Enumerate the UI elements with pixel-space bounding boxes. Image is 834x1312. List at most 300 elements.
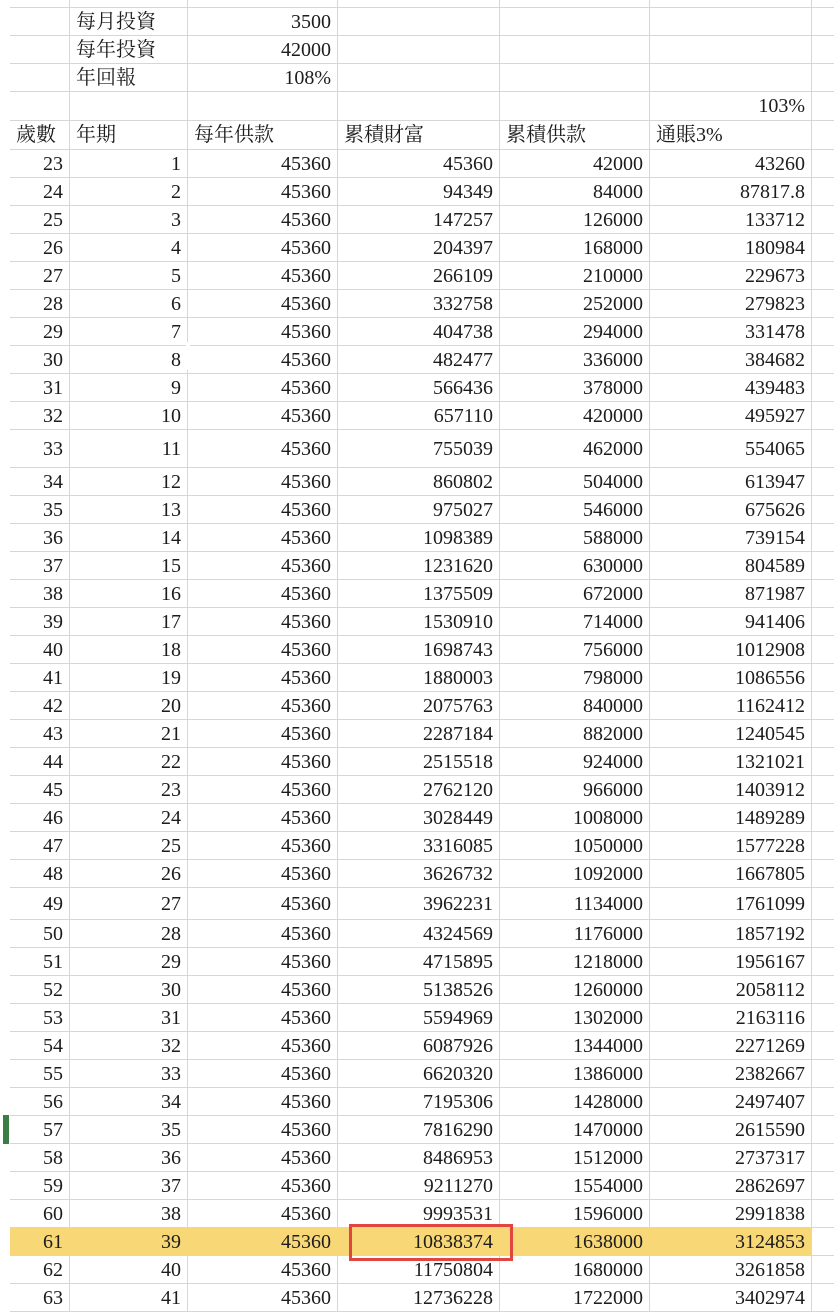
empty-cell[interactable]: [812, 832, 834, 860]
age-cell[interactable]: 52: [10, 976, 70, 1004]
header-year[interactable]: 年期: [70, 121, 188, 150]
accumulated-wealth-cell[interactable]: 2515518: [338, 748, 500, 776]
inflation-adjusted-cell[interactable]: 495927: [650, 402, 812, 430]
year-cell[interactable]: 25: [70, 832, 188, 860]
age-cell[interactable]: 31: [10, 374, 70, 402]
year-cell[interactable]: 17: [70, 608, 188, 636]
accumulated-wealth-cell[interactable]: 2287184: [338, 720, 500, 748]
empty-cell[interactable]: [70, 0, 188, 8]
inflation-adjusted-cell[interactable]: 2058112: [650, 976, 812, 1004]
age-cell[interactable]: 50: [10, 920, 70, 948]
annual-contribution-cell[interactable]: 45360: [188, 1088, 338, 1116]
accumulated-contribution-cell[interactable]: 504000: [500, 468, 650, 496]
empty-cell[interactable]: [812, 1284, 834, 1312]
inflation-adjusted-cell[interactable]: 1321021: [650, 748, 812, 776]
year-cell[interactable]: 38: [70, 1200, 188, 1228]
annual-return-label[interactable]: 年回報: [70, 64, 188, 92]
empty-cell[interactable]: [812, 206, 834, 234]
annual-contribution-cell[interactable]: 45360: [188, 430, 338, 468]
empty-cell[interactable]: [650, 64, 812, 92]
empty-cell[interactable]: [812, 1116, 834, 1144]
accumulated-wealth-cell[interactable]: 2075763: [338, 692, 500, 720]
accumulated-contribution-cell[interactable]: 924000: [500, 748, 650, 776]
empty-cell[interactable]: [812, 1256, 834, 1284]
accumulated-contribution-cell[interactable]: 252000: [500, 290, 650, 318]
accumulated-contribution-cell[interactable]: 1260000: [500, 976, 650, 1004]
accumulated-contribution-cell[interactable]: 672000: [500, 580, 650, 608]
age-cell[interactable]: 61: [10, 1228, 70, 1256]
age-cell[interactable]: 33: [10, 430, 70, 468]
annual-contribution-cell[interactable]: 45360: [188, 1256, 338, 1284]
annual-contribution-cell[interactable]: 45360: [188, 948, 338, 976]
accumulated-wealth-cell[interactable]: 204397: [338, 234, 500, 262]
age-cell[interactable]: 26: [10, 234, 70, 262]
year-cell[interactable]: 27: [70, 888, 188, 920]
accumulated-contribution-cell[interactable]: 1008000: [500, 804, 650, 832]
inflation-adjusted-cell[interactable]: 2737317: [650, 1144, 812, 1172]
empty-cell[interactable]: [812, 608, 834, 636]
empty-cell[interactable]: [650, 36, 812, 64]
empty-cell[interactable]: [70, 92, 188, 121]
annual-contribution-cell[interactable]: 45360: [188, 804, 338, 832]
accumulated-contribution-cell[interactable]: 126000: [500, 206, 650, 234]
inflation-adjusted-cell[interactable]: 1667805: [650, 860, 812, 888]
age-cell[interactable]: 60: [10, 1200, 70, 1228]
empty-cell[interactable]: [500, 36, 650, 64]
age-cell[interactable]: 32: [10, 402, 70, 430]
empty-cell[interactable]: [812, 1088, 834, 1116]
annual-contribution-cell[interactable]: 45360: [188, 206, 338, 234]
header-accumulated-contribution[interactable]: 累積供款: [500, 121, 650, 150]
accumulated-wealth-cell[interactable]: 332758: [338, 290, 500, 318]
age-cell[interactable]: 28: [10, 290, 70, 318]
empty-cell[interactable]: [812, 748, 834, 776]
age-cell[interactable]: 51: [10, 948, 70, 976]
empty-cell[interactable]: [812, 776, 834, 804]
accumulated-contribution-cell[interactable]: 1554000: [500, 1172, 650, 1200]
inflation-adjusted-cell[interactable]: 1162412: [650, 692, 812, 720]
inflation-adjusted-cell[interactable]: 279823: [650, 290, 812, 318]
inflation-adjusted-cell[interactable]: 2615590: [650, 1116, 812, 1144]
annual-contribution-cell[interactable]: 45360: [188, 776, 338, 804]
annual-contribution-cell[interactable]: 45360: [188, 1144, 338, 1172]
inflation-factor-value[interactable]: 103%: [650, 92, 812, 121]
inflation-adjusted-cell[interactable]: 1012908: [650, 636, 812, 664]
accumulated-contribution-cell[interactable]: 1638000: [500, 1228, 650, 1256]
empty-cell[interactable]: [812, 121, 834, 150]
inflation-adjusted-cell[interactable]: 675626: [650, 496, 812, 524]
accumulated-wealth-cell[interactable]: 755039: [338, 430, 500, 468]
accumulated-wealth-cell[interactable]: 45360: [338, 150, 500, 178]
accumulated-wealth-cell[interactable]: 1231620: [338, 552, 500, 580]
age-cell[interactable]: 45: [10, 776, 70, 804]
inflation-adjusted-cell[interactable]: 941406: [650, 608, 812, 636]
year-cell[interactable]: 3: [70, 206, 188, 234]
empty-cell[interactable]: [812, 1172, 834, 1200]
accumulated-contribution-cell[interactable]: 882000: [500, 720, 650, 748]
age-cell[interactable]: 58: [10, 1144, 70, 1172]
yearly-investment-value[interactable]: 42000: [188, 36, 338, 64]
accumulated-wealth-cell[interactable]: 6620320: [338, 1060, 500, 1088]
annual-contribution-cell[interactable]: 45360: [188, 402, 338, 430]
age-cell[interactable]: 25: [10, 206, 70, 234]
accumulated-contribution-cell[interactable]: 420000: [500, 402, 650, 430]
accumulated-wealth-cell[interactable]: 7195306: [338, 1088, 500, 1116]
empty-cell[interactable]: [812, 430, 834, 468]
year-cell[interactable]: 33: [70, 1060, 188, 1088]
annual-contribution-cell[interactable]: 45360: [188, 346, 338, 374]
empty-cell[interactable]: [812, 64, 834, 92]
year-cell[interactable]: 40: [70, 1256, 188, 1284]
annual-contribution-cell[interactable]: 45360: [188, 262, 338, 290]
accumulated-contribution-cell[interactable]: 1092000: [500, 860, 650, 888]
accumulated-wealth-cell[interactable]: 10838374: [338, 1228, 500, 1256]
annual-contribution-cell[interactable]: 45360: [188, 524, 338, 552]
inflation-adjusted-cell[interactable]: 3124853: [650, 1228, 812, 1256]
year-cell[interactable]: 22: [70, 748, 188, 776]
empty-cell[interactable]: [812, 496, 834, 524]
inflation-adjusted-cell[interactable]: 1086556: [650, 664, 812, 692]
annual-contribution-cell[interactable]: 45360: [188, 920, 338, 948]
annual-contribution-cell[interactable]: 45360: [188, 720, 338, 748]
inflation-adjusted-cell[interactable]: 331478: [650, 318, 812, 346]
year-cell[interactable]: 26: [70, 860, 188, 888]
empty-cell[interactable]: [812, 720, 834, 748]
accumulated-wealth-cell[interactable]: 404738: [338, 318, 500, 346]
year-cell[interactable]: 15: [70, 552, 188, 580]
accumulated-wealth-cell[interactable]: 7816290: [338, 1116, 500, 1144]
yearly-investment-label[interactable]: 每年投資: [70, 36, 188, 64]
age-cell[interactable]: 23: [10, 150, 70, 178]
empty-cell[interactable]: [812, 888, 834, 920]
annual-contribution-cell[interactable]: 45360: [188, 636, 338, 664]
accumulated-wealth-cell[interactable]: 8486953: [338, 1144, 500, 1172]
year-cell[interactable]: 28: [70, 920, 188, 948]
accumulated-contribution-cell[interactable]: 1344000: [500, 1032, 650, 1060]
accumulated-wealth-cell[interactable]: 860802: [338, 468, 500, 496]
inflation-adjusted-cell[interactable]: 180984: [650, 234, 812, 262]
empty-cell[interactable]: [812, 150, 834, 178]
year-cell[interactable]: 8: [70, 346, 188, 374]
age-cell[interactable]: 55: [10, 1060, 70, 1088]
year-cell[interactable]: 12: [70, 468, 188, 496]
empty-cell[interactable]: [812, 234, 834, 262]
empty-cell[interactable]: [812, 976, 834, 1004]
age-cell[interactable]: 42: [10, 692, 70, 720]
age-cell[interactable]: 37: [10, 552, 70, 580]
annual-contribution-cell[interactable]: 45360: [188, 318, 338, 346]
year-cell[interactable]: 19: [70, 664, 188, 692]
year-cell[interactable]: 6: [70, 290, 188, 318]
accumulated-contribution-cell[interactable]: 840000: [500, 692, 650, 720]
header-age[interactable]: 歲數: [10, 121, 70, 150]
accumulated-wealth-cell[interactable]: 266109: [338, 262, 500, 290]
accumulated-contribution-cell[interactable]: 630000: [500, 552, 650, 580]
accumulated-contribution-cell[interactable]: 588000: [500, 524, 650, 552]
accumulated-wealth-cell[interactable]: 975027: [338, 496, 500, 524]
accumulated-wealth-cell[interactable]: 3626732: [338, 860, 500, 888]
accumulated-contribution-cell[interactable]: 1428000: [500, 1088, 650, 1116]
annual-contribution-cell[interactable]: 45360: [188, 234, 338, 262]
annual-contribution-cell[interactable]: 45360: [188, 1032, 338, 1060]
age-cell[interactable]: 30: [10, 346, 70, 374]
empty-cell[interactable]: [812, 402, 834, 430]
age-cell[interactable]: 43: [10, 720, 70, 748]
empty-cell[interactable]: [338, 92, 500, 121]
age-cell[interactable]: 63: [10, 1284, 70, 1312]
accumulated-wealth-cell[interactable]: 2762120: [338, 776, 500, 804]
accumulated-contribution-cell[interactable]: 210000: [500, 262, 650, 290]
empty-cell[interactable]: [338, 8, 500, 36]
accumulated-contribution-cell[interactable]: 966000: [500, 776, 650, 804]
empty-cell[interactable]: [812, 346, 834, 374]
accumulated-contribution-cell[interactable]: 756000: [500, 636, 650, 664]
age-cell[interactable]: 38: [10, 580, 70, 608]
age-cell[interactable]: 48: [10, 860, 70, 888]
empty-cell[interactable]: [650, 8, 812, 36]
age-cell[interactable]: 35: [10, 496, 70, 524]
accumulated-wealth-cell[interactable]: 482477: [338, 346, 500, 374]
empty-cell[interactable]: [812, 178, 834, 206]
year-cell[interactable]: 11: [70, 430, 188, 468]
empty-cell[interactable]: [812, 374, 834, 402]
inflation-adjusted-cell[interactable]: 554065: [650, 430, 812, 468]
annual-contribution-cell[interactable]: 45360: [188, 1200, 338, 1228]
accumulated-contribution-cell[interactable]: 714000: [500, 608, 650, 636]
year-cell[interactable]: 32: [70, 1032, 188, 1060]
empty-cell[interactable]: [812, 0, 834, 8]
accumulated-wealth-cell[interactable]: 6087926: [338, 1032, 500, 1060]
accumulated-wealth-cell[interactable]: 4324569: [338, 920, 500, 948]
empty-cell[interactable]: [812, 290, 834, 318]
age-cell[interactable]: 36: [10, 524, 70, 552]
empty-cell[interactable]: [812, 636, 834, 664]
empty-cell[interactable]: [812, 920, 834, 948]
year-cell[interactable]: 35: [70, 1116, 188, 1144]
accumulated-contribution-cell[interactable]: 798000: [500, 664, 650, 692]
accumulated-wealth-cell[interactable]: 3962231: [338, 888, 500, 920]
accumulated-wealth-cell[interactable]: 147257: [338, 206, 500, 234]
annual-contribution-cell[interactable]: 45360: [188, 860, 338, 888]
year-cell[interactable]: 24: [70, 804, 188, 832]
accumulated-contribution-cell[interactable]: 1134000: [500, 888, 650, 920]
inflation-adjusted-cell[interactable]: 2991838: [650, 1200, 812, 1228]
age-cell[interactable]: 41: [10, 664, 70, 692]
annual-contribution-cell[interactable]: 45360: [188, 468, 338, 496]
annual-contribution-cell[interactable]: 45360: [188, 1228, 338, 1256]
accumulated-contribution-cell[interactable]: 1470000: [500, 1116, 650, 1144]
year-cell[interactable]: 31: [70, 1004, 188, 1032]
age-cell[interactable]: 54: [10, 1032, 70, 1060]
annual-contribution-cell[interactable]: 45360: [188, 664, 338, 692]
accumulated-contribution-cell[interactable]: 1512000: [500, 1144, 650, 1172]
accumulated-contribution-cell[interactable]: 378000: [500, 374, 650, 402]
empty-cell[interactable]: [500, 8, 650, 36]
annual-contribution-cell[interactable]: 45360: [188, 150, 338, 178]
accumulated-contribution-cell[interactable]: 1596000: [500, 1200, 650, 1228]
year-cell[interactable]: 23: [70, 776, 188, 804]
inflation-adjusted-cell[interactable]: 1761099: [650, 888, 812, 920]
age-cell[interactable]: 44: [10, 748, 70, 776]
inflation-adjusted-cell[interactable]: 43260: [650, 150, 812, 178]
empty-cell[interactable]: [500, 92, 650, 121]
empty-cell[interactable]: [812, 1032, 834, 1060]
inflation-adjusted-cell[interactable]: 1240545: [650, 720, 812, 748]
year-cell[interactable]: 10: [70, 402, 188, 430]
accumulated-wealth-cell[interactable]: 9993531: [338, 1200, 500, 1228]
empty-cell[interactable]: [812, 36, 834, 64]
inflation-adjusted-cell[interactable]: 439483: [650, 374, 812, 402]
inflation-adjusted-cell[interactable]: 87817.8: [650, 178, 812, 206]
empty-cell[interactable]: [10, 0, 70, 8]
inflation-adjusted-cell[interactable]: 384682: [650, 346, 812, 374]
accumulated-contribution-cell[interactable]: 1302000: [500, 1004, 650, 1032]
empty-cell[interactable]: [338, 0, 500, 8]
empty-cell[interactable]: [812, 692, 834, 720]
annual-contribution-cell[interactable]: 45360: [188, 1116, 338, 1144]
annual-contribution-cell[interactable]: 45360: [188, 496, 338, 524]
accumulated-contribution-cell[interactable]: 1386000: [500, 1060, 650, 1088]
accumulated-wealth-cell[interactable]: 3028449: [338, 804, 500, 832]
inflation-adjusted-cell[interactable]: 1403912: [650, 776, 812, 804]
empty-cell[interactable]: [812, 468, 834, 496]
year-cell[interactable]: 36: [70, 1144, 188, 1172]
accumulated-wealth-cell[interactable]: 9211270: [338, 1172, 500, 1200]
accumulated-contribution-cell[interactable]: 84000: [500, 178, 650, 206]
accumulated-wealth-cell[interactable]: 1098389: [338, 524, 500, 552]
accumulated-contribution-cell[interactable]: 42000: [500, 150, 650, 178]
empty-cell[interactable]: [812, 318, 834, 346]
accumulated-wealth-cell[interactable]: 94349: [338, 178, 500, 206]
accumulated-wealth-cell[interactable]: 1698743: [338, 636, 500, 664]
empty-cell[interactable]: [812, 1060, 834, 1088]
empty-cell[interactable]: [812, 1004, 834, 1032]
age-cell[interactable]: 46: [10, 804, 70, 832]
accumulated-contribution-cell[interactable]: 294000: [500, 318, 650, 346]
accumulated-wealth-cell[interactable]: 566436: [338, 374, 500, 402]
monthly-investment-label[interactable]: 每月投資: [70, 8, 188, 36]
year-cell[interactable]: 39: [70, 1228, 188, 1256]
age-cell[interactable]: 34: [10, 468, 70, 496]
inflation-adjusted-cell[interactable]: 2382667: [650, 1060, 812, 1088]
accumulated-contribution-cell[interactable]: 1050000: [500, 832, 650, 860]
accumulated-wealth-cell[interactable]: 5594969: [338, 1004, 500, 1032]
age-cell[interactable]: 49: [10, 888, 70, 920]
annual-contribution-cell[interactable]: 45360: [188, 608, 338, 636]
year-cell[interactable]: 14: [70, 524, 188, 552]
age-cell[interactable]: 56: [10, 1088, 70, 1116]
year-cell[interactable]: 30: [70, 976, 188, 1004]
age-cell[interactable]: 24: [10, 178, 70, 206]
year-cell[interactable]: 7: [70, 318, 188, 346]
age-cell[interactable]: 39: [10, 608, 70, 636]
annual-return-value[interactable]: 108%: [188, 64, 338, 92]
inflation-adjusted-cell[interactable]: 1489289: [650, 804, 812, 832]
empty-cell[interactable]: [812, 552, 834, 580]
empty-cell[interactable]: [812, 804, 834, 832]
age-cell[interactable]: 47: [10, 832, 70, 860]
year-cell[interactable]: 4: [70, 234, 188, 262]
year-cell[interactable]: 1: [70, 150, 188, 178]
annual-contribution-cell[interactable]: 45360: [188, 692, 338, 720]
empty-cell[interactable]: [650, 0, 812, 8]
annual-contribution-cell[interactable]: 45360: [188, 580, 338, 608]
accumulated-contribution-cell[interactable]: 1680000: [500, 1256, 650, 1284]
empty-cell[interactable]: [812, 948, 834, 976]
inflation-adjusted-cell[interactable]: 2163116: [650, 1004, 812, 1032]
accumulated-contribution-cell[interactable]: 1722000: [500, 1284, 650, 1312]
accumulated-wealth-cell[interactable]: 1530910: [338, 608, 500, 636]
year-cell[interactable]: 16: [70, 580, 188, 608]
age-cell[interactable]: 59: [10, 1172, 70, 1200]
monthly-investment-value[interactable]: 3500: [188, 8, 338, 36]
empty-cell[interactable]: [10, 36, 70, 64]
accumulated-wealth-cell[interactable]: 11750804: [338, 1256, 500, 1284]
year-cell[interactable]: 20: [70, 692, 188, 720]
age-cell[interactable]: 62: [10, 1256, 70, 1284]
inflation-adjusted-cell[interactable]: 804589: [650, 552, 812, 580]
year-cell[interactable]: 5: [70, 262, 188, 290]
empty-cell[interactable]: [10, 8, 70, 36]
inflation-adjusted-cell[interactable]: 1857192: [650, 920, 812, 948]
age-cell[interactable]: 40: [10, 636, 70, 664]
empty-cell[interactable]: [812, 8, 834, 36]
empty-cell[interactable]: [812, 1144, 834, 1172]
empty-cell[interactable]: [10, 64, 70, 92]
annual-contribution-cell[interactable]: 45360: [188, 1172, 338, 1200]
accumulated-contribution-cell[interactable]: 462000: [500, 430, 650, 468]
empty-cell[interactable]: [812, 524, 834, 552]
age-cell[interactable]: 29: [10, 318, 70, 346]
accumulated-wealth-cell[interactable]: 657110: [338, 402, 500, 430]
empty-cell[interactable]: [812, 860, 834, 888]
accumulated-contribution-cell[interactable]: 168000: [500, 234, 650, 262]
accumulated-wealth-cell[interactable]: 4715895: [338, 948, 500, 976]
year-cell[interactable]: 41: [70, 1284, 188, 1312]
year-cell[interactable]: 9: [70, 374, 188, 402]
year-cell[interactable]: 29: [70, 948, 188, 976]
accumulated-contribution-cell[interactable]: 336000: [500, 346, 650, 374]
empty-cell[interactable]: [338, 64, 500, 92]
accumulated-wealth-cell[interactable]: 3316085: [338, 832, 500, 860]
inflation-adjusted-cell[interactable]: 133712: [650, 206, 812, 234]
inflation-adjusted-cell[interactable]: 2497407: [650, 1088, 812, 1116]
empty-cell[interactable]: [10, 92, 70, 121]
annual-contribution-cell[interactable]: 45360: [188, 832, 338, 860]
inflation-adjusted-cell[interactable]: 3261858: [650, 1256, 812, 1284]
empty-cell[interactable]: [188, 92, 338, 121]
year-cell[interactable]: 2: [70, 178, 188, 206]
year-cell[interactable]: 34: [70, 1088, 188, 1116]
annual-contribution-cell[interactable]: 45360: [188, 552, 338, 580]
annual-contribution-cell[interactable]: 45360: [188, 976, 338, 1004]
empty-cell[interactable]: [500, 0, 650, 8]
empty-cell[interactable]: [500, 64, 650, 92]
header-inflation[interactable]: 通賬3%: [650, 121, 812, 150]
year-cell[interactable]: 21: [70, 720, 188, 748]
year-cell[interactable]: 37: [70, 1172, 188, 1200]
inflation-adjusted-cell[interactable]: 2271269: [650, 1032, 812, 1060]
annual-contribution-cell[interactable]: 45360: [188, 1004, 338, 1032]
empty-cell[interactable]: [812, 262, 834, 290]
inflation-adjusted-cell[interactable]: 613947: [650, 468, 812, 496]
annual-contribution-cell[interactable]: 45360: [188, 178, 338, 206]
annual-contribution-cell[interactable]: 45360: [188, 888, 338, 920]
empty-cell[interactable]: [338, 36, 500, 64]
header-annual-contribution[interactable]: 每年供款: [188, 121, 338, 150]
accumulated-contribution-cell[interactable]: 1218000: [500, 948, 650, 976]
annual-contribution-cell[interactable]: 45360: [188, 1060, 338, 1088]
